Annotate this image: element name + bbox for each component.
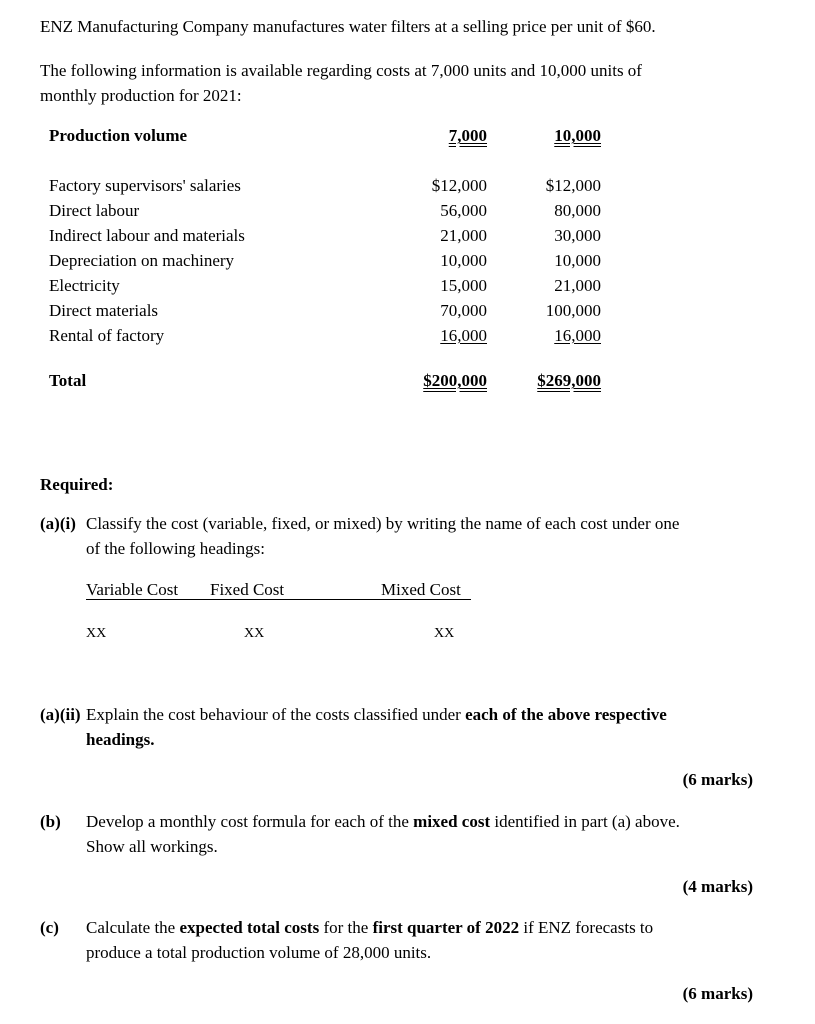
placeholder-fixed: XX [244, 626, 265, 641]
table-cell-10000: 30,000 [554, 226, 601, 245]
table-row-label: Direct materials [49, 301, 159, 320]
question-a-ii-number: (a)(ii) [40, 705, 81, 724]
question-a-ii-text-2: headings. [86, 730, 155, 749]
headings-underline [86, 599, 471, 600]
table-cell-10000: 16,000 [554, 326, 601, 345]
table-cell-10000: $12,000 [545, 176, 601, 195]
question-c-bold-2: first quarter of 2022 [372, 918, 520, 937]
intro-line-1: ENZ Manufacturing Company manufactures water filters at a selling price per unit of $60. [40, 17, 656, 36]
table-header-label: Production volume [49, 126, 188, 145]
question-c-text-1 [86, 918, 653, 938]
required-heading: Required: [40, 475, 114, 494]
question-c-plain-1: Calculate the [86, 918, 180, 937]
table-cell-10000: 10,000 [554, 251, 601, 270]
question-a-ii-bold: each of the above respective [465, 705, 667, 724]
table-header-10000: 10,000 [554, 126, 601, 145]
intro-line-3: monthly production for 2021: [40, 86, 242, 105]
table-total-label: Total [49, 371, 87, 390]
question-a-ii-text-1 [86, 705, 667, 725]
question-b-text-1 [86, 812, 680, 832]
table-total-10000: $269,000 [537, 371, 601, 390]
table-cell-10000: 80,000 [554, 201, 601, 220]
question-b-plain-1: Develop a monthly cost formula for each of the [86, 812, 414, 831]
question-a-ii-plain: Explain the cost behaviour of the costs classified under [86, 705, 466, 724]
marks-a: (6 marks) [682, 770, 753, 789]
question-c-plain-3: if ENZ forecasts to [519, 918, 654, 937]
table-cell-7000: 70,000 [440, 301, 487, 320]
question-c-bold-1: expected total costs [179, 918, 320, 937]
heading-variable-cost: Variable Cost [86, 580, 179, 599]
placeholder-mixed: XX [434, 626, 455, 641]
table-cell-7000: $12,000 [431, 176, 487, 195]
marks-c: (6 marks) [682, 984, 753, 1003]
table-cell-10000: 21,000 [554, 276, 601, 295]
table-row-label: Electricity [49, 276, 120, 295]
placeholder-variable: XX [86, 626, 107, 641]
table-cell-7000: 10,000 [440, 251, 487, 270]
table-row-label: Factory supervisors' salaries [49, 176, 241, 195]
question-b-number: (b) [40, 812, 61, 831]
table-cell-7000: 15,000 [440, 276, 487, 295]
table-total-7000: $200,000 [423, 371, 487, 390]
table-row-label: Rental of factory [49, 326, 165, 345]
marks-b: (4 marks) [682, 877, 753, 896]
table-row-label: Direct labour [49, 201, 140, 220]
heading-fixed-cost: Fixed Cost [210, 580, 285, 599]
table-header-7000: 7,000 [448, 126, 487, 145]
intro-line-2: The following information is available regarding costs at 7,000 units and 10,000 units of [40, 61, 642, 80]
table-cell-7000: 16,000 [440, 326, 487, 345]
question-c-plain-2: for the [319, 918, 373, 937]
question-a-i-text-2: of the following headings: [86, 539, 265, 558]
question-b-bold: mixed cost [413, 812, 491, 831]
table-cell-10000: 100,000 [545, 301, 601, 320]
table-cell-7000: 56,000 [440, 201, 487, 220]
heading-mixed-cost: Mixed Cost [381, 580, 461, 599]
question-c-text-2: produce a total production volume of 28,000 units. [86, 943, 432, 962]
question-a-i-number: (a)(i) [40, 514, 76, 533]
table-row-label: Indirect labour and materials [49, 226, 245, 245]
table-row-label: Depreciation on machinery [49, 251, 235, 270]
question-b-text-2: Show all workings. [86, 837, 218, 856]
question-c-number: (c) [40, 918, 59, 937]
question-b-plain-2: identified in part (a) above. [490, 812, 680, 831]
table-cell-7000: 21,000 [440, 226, 487, 245]
question-a-i-text-1: Classify the cost (variable, fixed, or mixed) by writing the name of each cost under one [86, 514, 680, 533]
